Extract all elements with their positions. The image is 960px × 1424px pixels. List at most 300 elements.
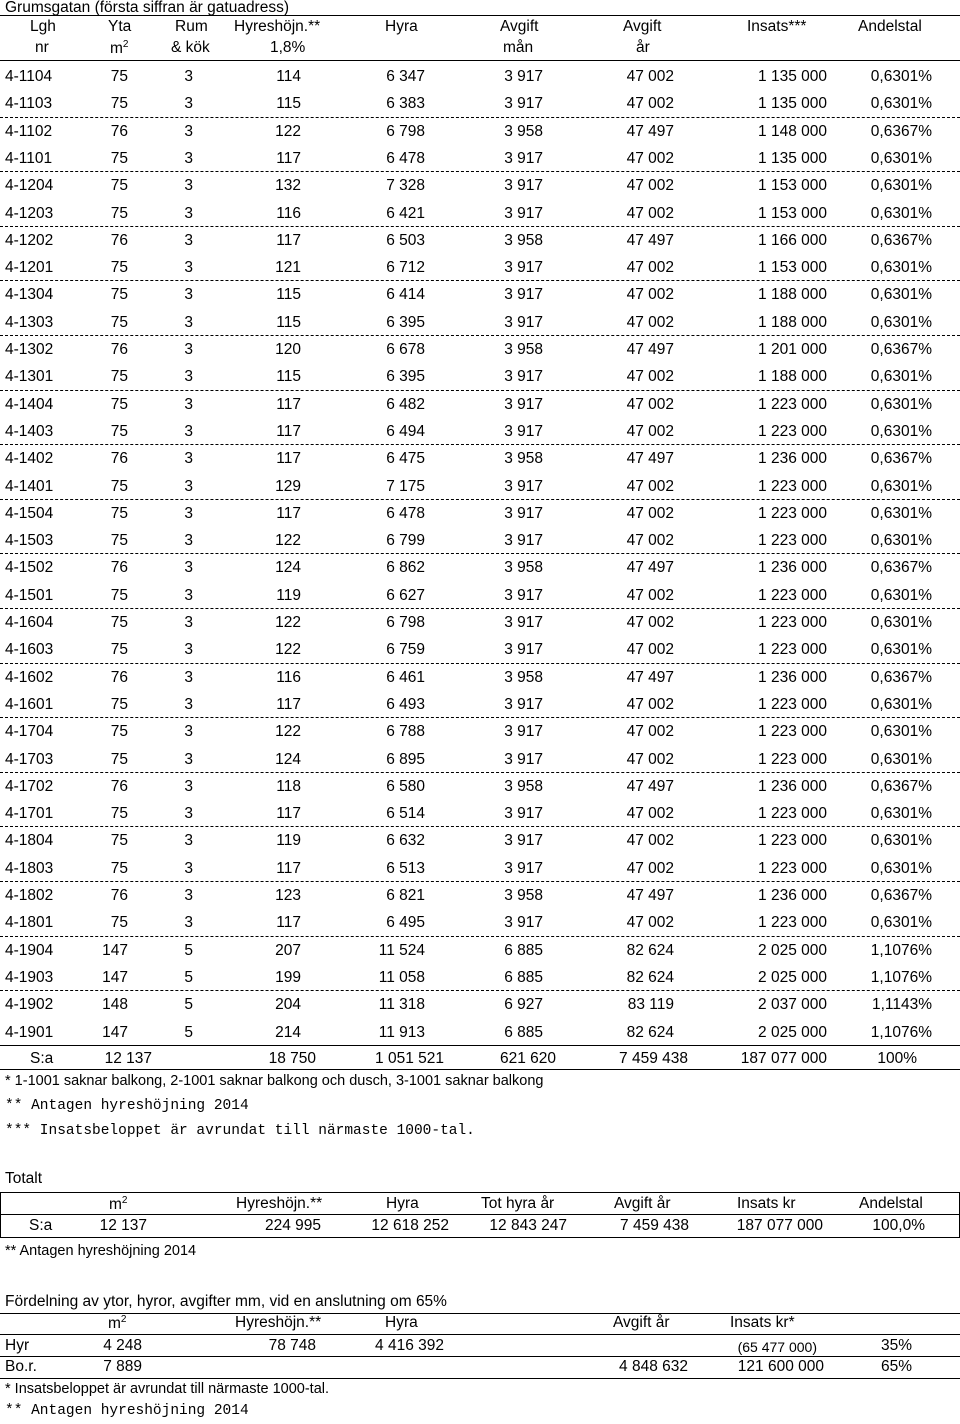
apt-hyra: 6 383 (386, 95, 425, 113)
totalt-header-hyra: Hyra (386, 1195, 419, 1212)
table-row (0, 664, 960, 691)
apt-avgift-man: 3 917 (504, 204, 543, 222)
apt-rum: 3 (184, 723, 193, 741)
apt-avgift-man: 6 885 (504, 941, 543, 959)
apt-andelstal: 1,1076% (870, 941, 932, 959)
totalt-heading: Totalt (5, 1170, 43, 1187)
apt-andelstal: 0,6367% (870, 668, 932, 686)
apt-andelstal: 1,1076% (870, 1023, 932, 1041)
apt-rum: 3 (184, 204, 193, 222)
apt-yta: 75 (110, 368, 128, 386)
apt-rum: 3 (184, 122, 193, 140)
apt-insats: 2 025 000 (758, 1023, 827, 1041)
apt-hyreshojn: 122 (275, 122, 301, 140)
apt-rum: 3 (184, 532, 193, 550)
apt-rum: 3 (184, 859, 193, 877)
sum-insats: 187 077 000 (740, 1050, 827, 1067)
sum-label: S:a (30, 1050, 54, 1067)
apt-rum: 3 (184, 887, 193, 904)
apt-avgift-ar: 47 497 (626, 341, 674, 358)
apt-avgift-ar: 47 002 (626, 422, 674, 440)
apt-nr: 4-1804 (5, 832, 54, 850)
apt-andelstal: 0,6367% (870, 341, 932, 358)
apt-avgift-ar: 47 002 (626, 368, 674, 386)
table-row (0, 445, 960, 472)
fordelning-footnote-1: * Insatsbeloppet är avrundat till närmaste 1000-tal. (5, 1381, 330, 1397)
apt-nr: 4-1904 (5, 941, 54, 959)
table-row (0, 746, 960, 773)
fordelning-bor-andel: 65% (880, 1358, 912, 1375)
apt-hyreshojn: 120 (275, 341, 301, 358)
apt-hyreshojn: 115 (276, 368, 301, 386)
fordelning-hyr-hyreshojn: 78 748 (268, 1337, 316, 1354)
apt-andelstal: 0,6301% (870, 859, 932, 877)
apt-avgift-man: 3 917 (504, 286, 543, 304)
apt-hyreshojn: 123 (275, 887, 301, 904)
apt-rum: 3 (184, 750, 193, 768)
table-row (0, 200, 960, 227)
apt-andelstal: 0,6301% (870, 832, 932, 850)
apt-avgift-ar: 47 002 (626, 750, 674, 768)
apt-andelstal: 0,6301% (870, 68, 932, 85)
apt-hyra: 6 421 (386, 204, 425, 222)
apt-rum: 3 (184, 395, 193, 413)
apt-andelstal: 0,6301% (870, 204, 932, 222)
apt-hyreshojn: 119 (276, 832, 301, 850)
apt-yta: 76 (110, 231, 128, 249)
apt-avgift-ar: 47 002 (626, 641, 674, 659)
apt-insats: 1 153 000 (758, 259, 827, 277)
apt-insats: 1 135 000 (758, 68, 827, 85)
apt-yta: 75 (110, 477, 128, 495)
apt-hyreshojn: 122 (275, 532, 301, 550)
apt-insats: 1 135 000 (758, 95, 827, 113)
apt-avgift-man: 3 917 (504, 695, 543, 713)
apt-nr: 4-1902 (5, 996, 54, 1014)
apt-andelstal: 0,6301% (870, 641, 932, 659)
apt-avgift-man: 3 958 (504, 887, 543, 904)
apt-yta: 75 (110, 286, 128, 304)
apt-nr: 4-1601 (5, 695, 54, 713)
totalt-header-m2: $m^2$ (109, 1195, 128, 1213)
apt-rum: 3 (184, 149, 193, 167)
apt-nr: 4-1801 (5, 914, 54, 932)
table-row (0, 309, 960, 336)
totalt-m2: 12 137 (99, 1217, 147, 1234)
header-rum: Rum (175, 18, 208, 35)
apt-yta: 76 (110, 122, 128, 140)
apt-avgift-ar: 47 002 (626, 477, 674, 495)
apt-hyra: 6 821 (386, 887, 425, 904)
apt-hyreshojn: 117 (276, 395, 301, 413)
apt-hyra: 6 788 (386, 723, 425, 741)
apt-rum: 3 (184, 368, 193, 386)
apt-insats: 1 148 000 (758, 122, 827, 140)
apt-andelstal: 0,6301% (870, 313, 932, 331)
apt-hyra: 6 799 (386, 532, 425, 550)
apt-nr: 4-1103 (5, 95, 53, 113)
apt-avgift-man: 3 958 (504, 231, 543, 249)
apt-hyreshojn: 116 (276, 668, 301, 686)
apt-avgift-ar: 47 002 (626, 286, 674, 304)
apt-insats: 1 153 000 (758, 177, 827, 195)
apt-avgift-ar: 47 002 (626, 259, 674, 277)
apt-insats: 1 188 000 (758, 313, 827, 331)
table-row (0, 800, 960, 827)
table-row (0, 336, 960, 363)
apt-rum: 3 (184, 313, 193, 331)
apt-hyreshojn: 114 (276, 68, 301, 85)
apt-hyreshojn: 117 (276, 231, 301, 249)
apt-insats: 1 223 000 (758, 859, 827, 877)
table-row (0, 473, 960, 500)
fordelning-hyr-insats: (65 477 000) (737, 1339, 817, 1355)
apt-avgift-ar: 47 002 (626, 914, 674, 932)
table-row (0, 500, 960, 527)
apt-avgift-man: 3 958 (504, 559, 543, 577)
table-row (0, 145, 960, 172)
fordelning-header-hyreshojn: Hyreshöjn.** (235, 1314, 322, 1331)
apt-avgift-ar: 47 002 (626, 68, 674, 85)
footnote-2: ** Antagen hyreshöjning 2014 (5, 1098, 249, 1114)
apt-insats: 2 037 000 (758, 996, 827, 1014)
apt-rum: 3 (184, 68, 193, 85)
apt-hyra: 6 514 (386, 805, 425, 823)
apt-nr: 4-1701 (5, 805, 54, 823)
apt-yta: 147 (102, 1023, 128, 1041)
apt-insats: 1 236 000 (758, 777, 827, 795)
apt-hyra: 6 461 (386, 668, 425, 686)
apt-nr: 4-1903 (5, 968, 54, 986)
apt-avgift-man: 3 917 (504, 95, 543, 113)
apt-yta: 75 (110, 95, 128, 113)
apt-andelstal: 0,6301% (870, 586, 932, 604)
table-row (0, 90, 960, 117)
header-ar: år (636, 39, 650, 56)
table-header (0, 15, 960, 61)
apt-rum: 3 (184, 641, 193, 659)
apt-hyra: 6 798 (386, 614, 425, 631)
apt-avgift-ar: 47 002 (626, 614, 674, 631)
apt-nr: 4-1203 (5, 204, 54, 222)
apt-nr: 4-1402 (5, 450, 54, 468)
apt-avgift-man: 3 917 (504, 422, 543, 440)
apt-yta: 75 (110, 832, 128, 850)
apt-avgift-man: 3 917 (504, 750, 543, 768)
apt-yta: 75 (110, 750, 128, 768)
apt-avgift-ar: 47 002 (626, 177, 674, 195)
apt-insats: 1 223 000 (758, 914, 827, 932)
apt-insats: 1 236 000 (758, 450, 827, 468)
header-lgh: Lgh (30, 18, 56, 35)
totalt-insats: 187 077 000 (736, 1217, 823, 1234)
apt-avgift-man: 6 885 (504, 968, 543, 986)
apt-hyra: 6 712 (386, 259, 425, 277)
apt-hyreshojn: 117 (276, 422, 301, 440)
apt-yta: 76 (110, 777, 128, 795)
apt-hyra: 6 495 (386, 914, 425, 932)
apt-avgift-man: 6 927 (504, 996, 543, 1014)
apt-hyreshojn: 118 (276, 777, 301, 795)
apt-avgift-man: 3 917 (504, 832, 543, 850)
sum-hyreshojn: 18 750 (268, 1050, 316, 1067)
apt-avgift-man: 3 917 (504, 259, 543, 277)
sum-hyra: 1 051 521 (375, 1050, 444, 1067)
apt-rum: 3 (184, 231, 193, 249)
apt-nr: 4-1602 (5, 668, 54, 686)
apt-andelstal: 0,6301% (870, 286, 932, 304)
apt-nr: 4-1101 (5, 149, 53, 167)
totalt-hyra: 12 618 252 (371, 1217, 449, 1234)
apt-rum: 3 (184, 259, 193, 277)
sum-andelstal: 100% (877, 1050, 917, 1067)
apt-hyreshojn: 117 (276, 695, 301, 713)
apt-nr: 4-1702 (5, 777, 54, 795)
apt-insats: 1 153 000 (758, 204, 827, 222)
apt-yta: 75 (110, 586, 128, 604)
table-row (0, 254, 960, 281)
totalt-header-tot-hyra: Tot hyra år (481, 1195, 555, 1212)
apt-hyra: 6 494 (386, 422, 425, 440)
table-row (0, 964, 960, 991)
apt-rum: 5 (184, 968, 193, 986)
apt-rum: 3 (184, 695, 193, 713)
header-hyreshojn: Hyreshöjn.** (234, 18, 321, 35)
header-andelstal: Andelstal (858, 18, 922, 35)
apt-nr: 4-1202 (5, 231, 54, 249)
apt-hyra: 6 895 (386, 750, 425, 768)
apt-hyreshojn: 214 (275, 1023, 301, 1041)
header-man: mån (503, 39, 534, 56)
fordelning-hyr-m2: 4 248 (103, 1337, 142, 1354)
apt-andelstal: 1,1076% (870, 968, 932, 986)
apt-yta: 75 (110, 532, 128, 550)
apt-hyreshojn: 121 (275, 259, 301, 277)
apt-andelstal: 0,6301% (870, 259, 932, 277)
apt-nr: 4-1501 (5, 586, 54, 604)
apt-avgift-man: 3 917 (504, 395, 543, 413)
totalt-andelstal: 100,0% (872, 1217, 925, 1234)
table-row (0, 63, 960, 90)
table-row (0, 527, 960, 554)
apt-avgift-man: 3 917 (504, 614, 543, 631)
apt-avgift-ar: 47 002 (626, 723, 674, 741)
apt-andelstal: 0,6301% (870, 805, 932, 823)
apt-hyra: 6 395 (386, 368, 425, 386)
apt-avgift-ar: 47 002 (626, 149, 674, 167)
table-row (0, 937, 960, 964)
apt-hyreshojn: 199 (275, 968, 301, 986)
table-row (0, 281, 960, 308)
apt-hyra: 7 175 (386, 477, 425, 495)
apt-insats: 1 223 000 (758, 723, 827, 741)
apt-hyra: 6 678 (386, 341, 425, 358)
apt-andelstal: 0,6301% (870, 614, 932, 631)
apt-yta: 76 (110, 887, 128, 904)
totalt-hyreshojn: 224 995 (264, 1217, 321, 1234)
apt-nr: 4-1901 (5, 1023, 54, 1041)
apt-nr: 4-1303 (5, 313, 54, 331)
apt-hyreshojn: 117 (276, 859, 301, 877)
apt-rum: 3 (184, 805, 193, 823)
apt-andelstal: 0,6301% (870, 532, 932, 550)
apt-yta: 75 (110, 859, 128, 877)
totalt-footnote: ** Antagen hyreshöjning 2014 (5, 1243, 197, 1259)
apt-nr: 4-1604 (5, 614, 54, 631)
apt-andelstal: 1,1143% (871, 996, 932, 1014)
fordelning-bor-insats: 121 600 000 (737, 1358, 824, 1375)
apt-nr: 4-1803 (5, 859, 54, 877)
apt-rum: 3 (184, 777, 193, 795)
table-row (0, 1019, 960, 1046)
footnote-3: *** Insatsbeloppet är avrundat till närmaste 1000-tal. (5, 1123, 475, 1139)
apt-avgift-man: 3 917 (504, 313, 543, 331)
apt-avgift-man: 3 917 (504, 68, 543, 85)
table-row (0, 718, 960, 745)
apt-nr: 4-1703 (5, 750, 54, 768)
apt-avgift-ar: 47 002 (626, 504, 674, 522)
apt-nr: 4-1104 (5, 68, 53, 85)
apt-rum: 3 (184, 586, 193, 604)
apt-nr: 4-1403 (5, 422, 54, 440)
apt-nr: 4-1802 (5, 887, 54, 904)
apt-hyra: 6 627 (386, 586, 425, 604)
apt-avgift-ar: 47 002 (626, 805, 674, 823)
table-row (0, 418, 960, 445)
apt-insats: 1 223 000 (758, 477, 827, 495)
apt-andelstal: 0,6301% (870, 422, 932, 440)
apt-rum: 3 (184, 177, 193, 195)
apt-insats: 1 223 000 (758, 395, 827, 413)
apt-avgift-ar: 83 119 (627, 996, 674, 1014)
apt-avgift-man: 3 917 (504, 149, 543, 167)
apt-hyreshojn: 117 (276, 914, 301, 932)
table-row (0, 118, 960, 145)
apt-yta: 75 (110, 177, 128, 195)
apt-hyreshojn: 122 (275, 614, 301, 631)
apt-insats: 1 201 000 (758, 341, 827, 358)
apt-avgift-ar: 47 497 (626, 450, 674, 468)
apt-yta: 76 (110, 341, 128, 358)
apt-avgift-ar: 47 002 (626, 695, 674, 713)
apt-insats: 1 223 000 (758, 586, 827, 604)
table-row (0, 609, 960, 636)
apt-hyra: 6 513 (386, 859, 425, 877)
apt-avgift-ar: 47 497 (626, 777, 674, 795)
apt-hyra: 6 395 (386, 313, 425, 331)
apt-yta: 75 (110, 68, 128, 85)
apt-andelstal: 0,6301% (870, 504, 932, 522)
table-row (0, 391, 960, 418)
apt-avgift-man: 3 917 (504, 914, 543, 932)
header-hyra: Hyra (385, 18, 418, 35)
apt-hyreshojn: 117 (276, 149, 301, 167)
apt-hyreshojn: 132 (275, 177, 301, 195)
apt-avgift-man: 6 885 (504, 1023, 543, 1041)
apt-yta: 75 (110, 504, 128, 522)
apt-avgift-man: 3 917 (504, 723, 543, 741)
apt-rum: 5 (184, 996, 193, 1014)
apt-hyra: 6 759 (386, 641, 425, 659)
apt-insats: 1 236 000 (758, 668, 827, 686)
apt-avgift-ar: 47 002 (626, 532, 674, 550)
apt-hyra: 6 798 (386, 122, 425, 140)
apt-yta: 75 (110, 614, 128, 631)
apt-hyra: 6 862 (386, 559, 425, 577)
apt-rum: 3 (184, 832, 193, 850)
apt-rum: 3 (184, 504, 193, 522)
totalt-header-hyreshojn: Hyreshöjn.** (236, 1195, 323, 1212)
apt-nr: 4-1201 (5, 259, 54, 277)
totalt-header-avgift: Avgift år (614, 1195, 671, 1212)
apt-andelstal: 0,6301% (870, 368, 932, 386)
apt-nr: 4-1603 (5, 641, 54, 659)
apt-andelstal: 0,6367% (870, 559, 932, 577)
header-yta: Yta (108, 18, 132, 35)
apt-avgift-ar: 82 624 (626, 968, 674, 986)
apt-avgift-ar: 47 497 (626, 122, 674, 140)
totalt-label: S:a (29, 1217, 53, 1234)
apt-andelstal: 0,6301% (870, 750, 932, 768)
apt-insats: 1 223 000 (758, 532, 827, 550)
fordelning-bor-avgift: 4 848 632 (619, 1358, 688, 1375)
apt-avgift-man: 3 958 (504, 668, 543, 686)
apt-avgift-ar: 47 497 (626, 668, 674, 686)
apt-hyreshojn: 115 (276, 286, 301, 304)
apt-hyra: 11 318 (378, 996, 425, 1014)
header-nr: nr (35, 39, 49, 56)
table-row (0, 636, 960, 663)
apt-nr: 4-1102 (5, 122, 53, 140)
apt-andelstal: 0,6301% (870, 695, 932, 713)
apt-avgift-man: 3 917 (504, 177, 543, 195)
apt-avgift-ar: 47 002 (626, 395, 674, 413)
fordelning-hyr-andel: 35% (880, 1337, 912, 1354)
apt-hyreshojn: 122 (275, 641, 301, 659)
apt-hyreshojn: 116 (276, 204, 301, 222)
apt-rum: 3 (184, 477, 193, 495)
apt-avgift-ar: 47 002 (626, 313, 674, 331)
apt-avgift-man: 3 917 (504, 805, 543, 823)
table-row (0, 227, 960, 254)
apt-andelstal: 0,6367% (870, 122, 932, 140)
apt-hyreshojn: 117 (276, 805, 301, 823)
apt-hyra: 11 913 (378, 1023, 425, 1041)
apt-andelstal: 0,6367% (870, 231, 932, 249)
apt-nr: 4-1302 (5, 341, 54, 358)
apt-insats: 1 223 000 (758, 641, 827, 659)
apt-yta: 76 (110, 559, 128, 577)
apt-insats: 1 223 000 (758, 422, 827, 440)
apt-hyreshojn: 115 (276, 95, 301, 113)
apt-hyreshojn: 124 (275, 559, 301, 577)
apt-yta: 75 (110, 395, 128, 413)
apt-avgift-man: 3 958 (504, 450, 543, 468)
table-row (0, 582, 960, 609)
sum-avgift-man: 621 620 (499, 1050, 556, 1067)
fordelning-header-m2: $m^2$ (108, 1314, 127, 1332)
sum-yta: 12 137 (104, 1050, 152, 1067)
table-row (0, 991, 960, 1018)
apt-avgift-man: 3 958 (504, 777, 543, 795)
apt-hyreshojn: 117 (276, 450, 301, 468)
apt-hyra: 6 632 (386, 832, 425, 850)
apt-yta: 75 (110, 259, 128, 277)
apt-avgift-man: 3 917 (504, 532, 543, 550)
apt-insats: 1 223 000 (758, 614, 827, 631)
fordelning-footnote-2: ** Antagen hyreshöjning 2014 (5, 1403, 249, 1419)
apt-avgift-man: 3 917 (504, 477, 543, 495)
